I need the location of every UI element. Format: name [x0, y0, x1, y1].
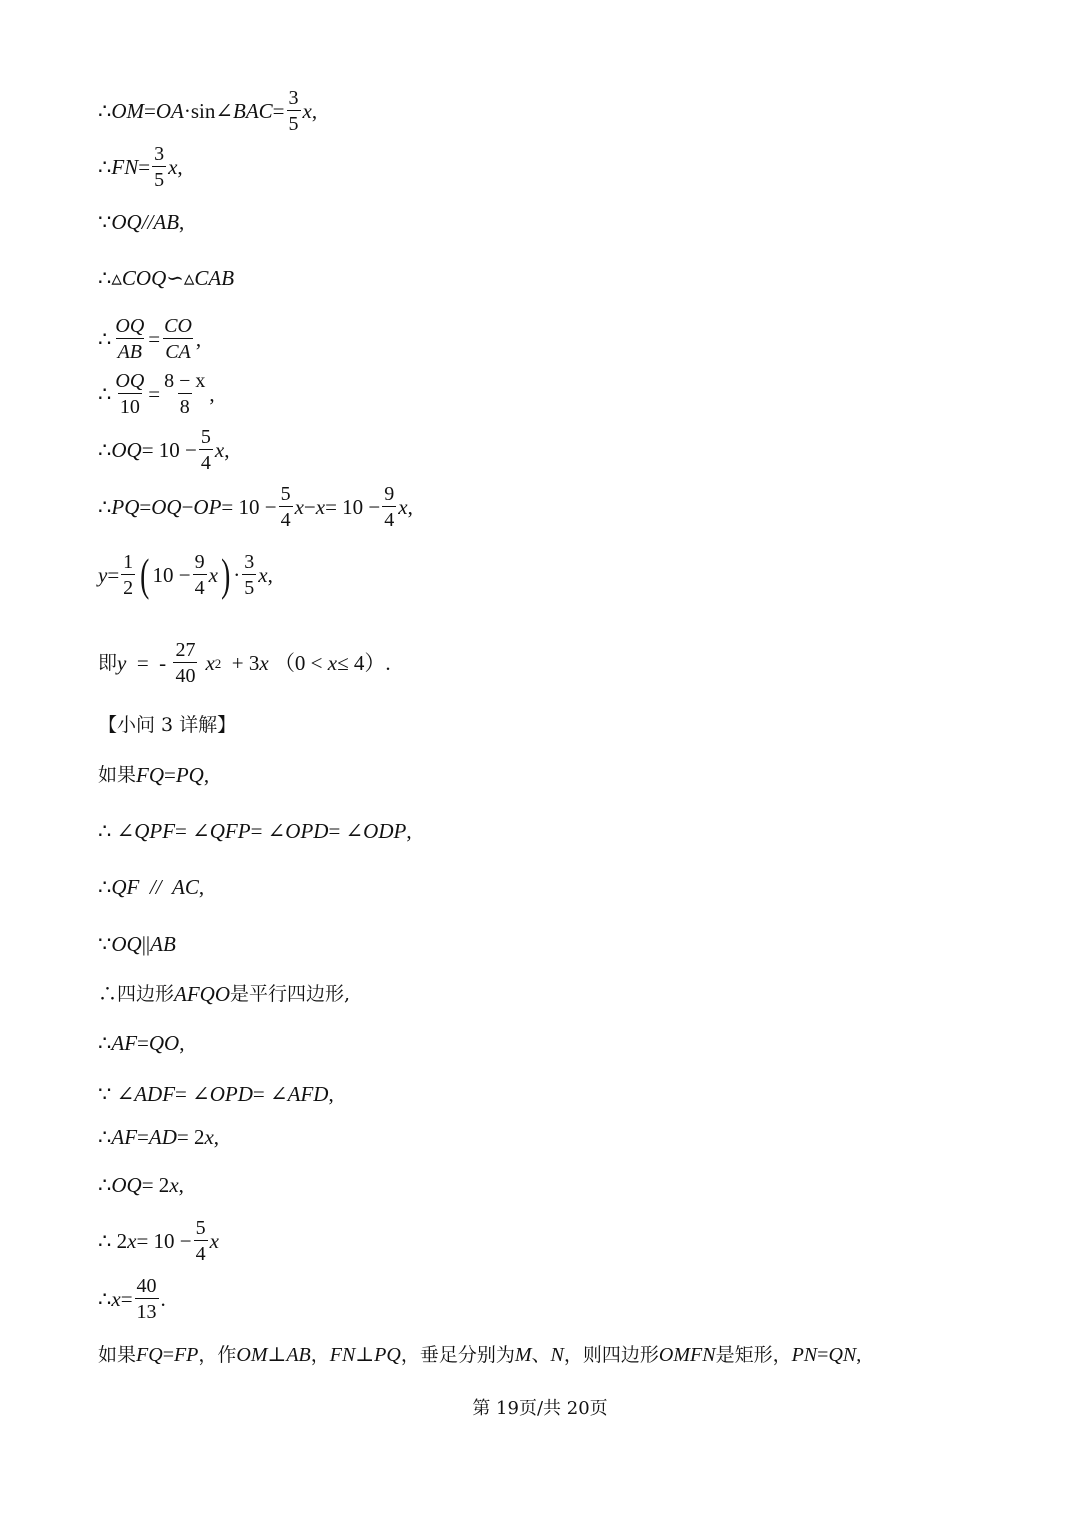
line-parallelogram [98, 984, 350, 1005]
op: = [817, 1344, 829, 1366]
text: 是矩形， [715, 1343, 792, 1366]
var: x [209, 1228, 219, 1253]
therefore-symbol: ∴ [98, 437, 112, 462]
var: QPF [134, 819, 176, 843]
op: // [141, 210, 154, 234]
text: 即 [98, 651, 118, 674]
therefore-symbol: ∴ [98, 875, 112, 899]
var: PN [791, 1344, 818, 1366]
text: 是平行四边形, [230, 983, 351, 1005]
numerator: 3 [288, 87, 299, 109]
op: = [138, 154, 151, 179]
var: AB [150, 932, 176, 956]
fraction [193, 552, 207, 598]
line-ratio-values [98, 371, 215, 417]
punct: , [856, 1344, 862, 1366]
heading-text: 【小问 3 详解】 [98, 714, 237, 736]
line-oq-parallel [98, 212, 184, 233]
var: AC [172, 875, 199, 899]
fraction [173, 640, 197, 686]
var: OP [193, 494, 222, 519]
var: AB [286, 1344, 311, 1366]
denominator: 4 [382, 506, 396, 530]
var: x [208, 562, 218, 587]
denominator: 5 [242, 574, 256, 598]
var: x [258, 562, 268, 587]
fraction [194, 1218, 208, 1264]
line-angle-adf [98, 1084, 334, 1105]
text: 、 [531, 1343, 551, 1366]
numerator: 1 [123, 551, 134, 573]
var: BAC [233, 98, 273, 123]
var: FN [329, 1344, 356, 1366]
therefore-symbol: ∴ [98, 494, 112, 519]
therefore-symbol: ∴ [98, 266, 112, 290]
var: AFQO [174, 982, 231, 1006]
numerator: 3 [154, 143, 165, 165]
op: + 3 [221, 650, 260, 675]
numerator: CO [164, 315, 192, 337]
line-if-fq-pq [98, 765, 209, 786]
op: = [164, 763, 176, 787]
op: = 2 [176, 1125, 205, 1149]
fraction [113, 316, 146, 362]
var: ADF [134, 1082, 176, 1106]
var: QFP [209, 819, 251, 843]
op: = [139, 494, 152, 519]
denominator: 4 [194, 1240, 208, 1264]
op: = [120, 1286, 133, 1311]
var: y [98, 562, 108, 587]
var: x [302, 98, 312, 123]
punct: , [267, 562, 273, 587]
text: ，作 [198, 1343, 237, 1366]
punct: , [178, 1173, 184, 1197]
line-oq-2x [98, 1175, 184, 1196]
fraction [135, 1276, 159, 1322]
var: OMFN [658, 1344, 716, 1366]
numerator: 8 − x [164, 370, 206, 392]
line-if-fq-fp [98, 1345, 861, 1365]
var: QN [828, 1344, 857, 1366]
line-qf-parallel [98, 877, 204, 898]
numerator: 27 [175, 639, 196, 661]
denominator: 10 [118, 393, 142, 417]
punct: , [179, 210, 185, 234]
var: x [168, 154, 178, 179]
var: OQ [151, 494, 182, 519]
var: FQ [136, 1344, 163, 1366]
var: y [117, 650, 127, 675]
punct: . [160, 1286, 166, 1311]
op: = [148, 381, 161, 406]
punct: , [198, 875, 205, 899]
var: QO [148, 1031, 180, 1055]
op: = [162, 1344, 174, 1366]
var: FP [173, 1344, 199, 1366]
op: = [148, 326, 161, 351]
var: OM [111, 98, 145, 123]
expr: ▵COQ∽▵CAB [111, 266, 235, 290]
punct: , [406, 819, 412, 843]
var: OPD [209, 1082, 253, 1106]
line-fn [98, 144, 183, 190]
op: = [272, 98, 285, 123]
section-heading [98, 716, 236, 735]
var: x [398, 494, 408, 519]
op: = ∠ [250, 819, 286, 843]
op: ∴ ∠ [98, 819, 135, 843]
because-symbol: ∵ ∠ [98, 1082, 135, 1106]
line-y-final [98, 640, 391, 686]
fraction [279, 484, 293, 530]
var: OQ [111, 932, 142, 956]
therefore-symbol: ∴ [98, 1173, 112, 1197]
var: x [169, 1173, 179, 1197]
fraction [162, 316, 194, 362]
var: QF [111, 875, 140, 899]
denominator: 4 [279, 506, 293, 530]
exponent: 2 [214, 655, 222, 671]
fraction [287, 88, 301, 134]
punct: , [177, 154, 183, 179]
numerator: OQ [115, 370, 145, 392]
fraction [152, 144, 166, 190]
op: = [137, 1125, 149, 1149]
fraction [121, 552, 135, 598]
punct: , [328, 1082, 334, 1106]
var: x [111, 1286, 121, 1311]
therefore-symbol: ∴ [98, 1031, 112, 1055]
op: （0 < [268, 650, 328, 675]
op: − [303, 494, 316, 519]
op: · [233, 562, 241, 587]
punct: , [195, 326, 202, 351]
numerator: 5 [280, 483, 291, 505]
denominator: 4 [199, 449, 213, 473]
op: ≤ 4）. [337, 650, 391, 675]
line-om [98, 88, 317, 134]
denominator: 5 [287, 110, 301, 134]
var: x [294, 494, 304, 519]
denominator: CA [163, 338, 193, 362]
punct: , [179, 1031, 185, 1055]
numerator: 9 [194, 551, 205, 573]
var: x [327, 650, 338, 675]
op: = ∠ [328, 819, 364, 843]
text: ， [310, 1343, 330, 1366]
var: FN [111, 154, 139, 179]
line-angles [98, 821, 412, 842]
var: x [205, 650, 215, 675]
punct: , [224, 437, 230, 462]
because-symbol: ∵ [98, 932, 112, 956]
var: OQ [111, 1173, 142, 1197]
var: OQ [111, 437, 142, 462]
line-x-value [98, 1276, 166, 1322]
punct: , [203, 763, 210, 787]
var: OQ [111, 210, 142, 234]
text: 如果 [98, 1343, 137, 1366]
var: OM [236, 1344, 268, 1366]
therefore-symbol: ∴ [98, 1286, 112, 1311]
line-af-ad [98, 1127, 219, 1148]
left-paren: ( [140, 549, 150, 600]
denominator: 13 [135, 1298, 159, 1322]
op: − [181, 494, 194, 519]
punct: , [209, 381, 215, 406]
op: ⊥ [267, 1344, 287, 1366]
var: x [127, 1228, 137, 1253]
op: = ∠ [252, 1082, 288, 1106]
therefore-symbol: ∴ [98, 154, 112, 179]
var: AF [111, 1125, 138, 1149]
line-oq-ab [98, 934, 176, 955]
line-oq-value [98, 427, 229, 473]
var: PQ [111, 494, 140, 519]
page-footer: 第 19页/共 20页 [472, 1398, 608, 1419]
numerator: OQ [115, 315, 145, 337]
numerator: 40 [136, 1275, 157, 1297]
op: ∴ 2 [98, 1228, 128, 1253]
var: x [204, 1125, 214, 1149]
op: = 10 − [136, 1228, 192, 1253]
denominator: 4 [193, 574, 207, 598]
op: = - [126, 650, 172, 675]
var: AD [148, 1125, 177, 1149]
var: AF [111, 1031, 138, 1055]
denominator: 8 [178, 393, 192, 417]
right-paren: ) [220, 549, 231, 600]
op: = 10 − [325, 494, 381, 519]
punct: , [311, 98, 318, 123]
text: ，垂足分别为 [400, 1343, 515, 1366]
because-symbol: ∵ [98, 210, 112, 234]
fraction [199, 427, 213, 473]
text: ，则四边形 [563, 1343, 659, 1366]
numerator: 9 [384, 483, 395, 505]
op: 10 − [152, 562, 191, 587]
var: OPD [285, 819, 329, 843]
var: PQ [374, 1344, 401, 1366]
line-similar [98, 268, 234, 289]
fraction [382, 484, 396, 530]
numerator: 5 [200, 426, 211, 448]
fraction [162, 371, 207, 417]
therefore-symbol: ∴ [98, 326, 112, 351]
fraction [113, 371, 146, 417]
line-ratio [98, 316, 201, 362]
op: ·sin∠ [183, 98, 233, 123]
numerator: 5 [195, 1217, 206, 1239]
var: AB [153, 210, 180, 234]
fraction [242, 552, 256, 598]
therefore-symbol: ∴ [98, 381, 112, 406]
text: ∴四边形 [98, 983, 175, 1005]
line-pq-value [98, 484, 413, 530]
var: ODP [363, 819, 407, 843]
op: // [139, 875, 173, 899]
denominator: AB [116, 338, 144, 362]
punct: , [407, 494, 413, 519]
numerator: 3 [244, 551, 255, 573]
punct: , [213, 1125, 220, 1149]
line-y-expr [98, 549, 273, 600]
op: ⊥ [355, 1344, 375, 1366]
line-equation [98, 1218, 219, 1264]
op: = 2 [141, 1173, 170, 1197]
var: AFD [287, 1082, 329, 1106]
var: x [214, 437, 225, 462]
denominator: 40 [173, 662, 197, 686]
op: = 10 − [141, 437, 197, 462]
var: OA [155, 98, 184, 123]
op: = [144, 98, 156, 123]
op: = ∠ [175, 1082, 210, 1106]
var: PQ [175, 763, 204, 787]
denominator: 5 [152, 166, 166, 190]
therefore-symbol: ∴ [98, 98, 112, 123]
var: N [550, 1344, 564, 1366]
op: = 10 − [221, 494, 277, 519]
line-af-qo [98, 1033, 184, 1054]
op: || [141, 932, 151, 956]
op: = ∠ [175, 819, 210, 843]
therefore-symbol: ∴ [98, 1125, 112, 1149]
var: x [315, 494, 326, 519]
text: 如果 [98, 764, 137, 786]
var: x [259, 650, 269, 675]
op: = [137, 1031, 149, 1055]
op: = [107, 562, 120, 587]
denominator: 2 [121, 574, 135, 598]
var: FQ [136, 763, 165, 787]
var: M [514, 1344, 532, 1366]
